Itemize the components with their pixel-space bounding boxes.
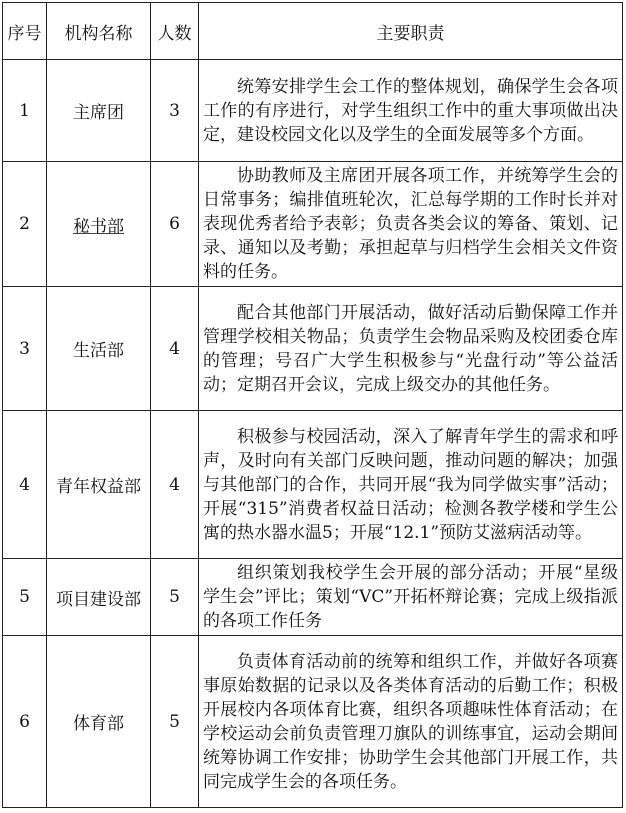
row-duty: 统筹安排学生会工作的整体规划，确保学生会各项工作的有序进行，对学生组织工作中的重大事项做出决定，建设校园文化以及学生的全面发展等多个方面。	[199, 60, 623, 162]
header-name: 机构名称	[47, 3, 151, 60]
table-row	[3, 559, 623, 636]
row-name: 秘书部	[47, 162, 151, 287]
row-no: 1	[3, 60, 47, 162]
row-no: 3	[3, 287, 47, 411]
row-count: 4	[151, 287, 199, 411]
table-row	[3, 287, 623, 411]
row-name: 体育部	[47, 636, 151, 808]
row-count: 5	[151, 559, 199, 636]
row-name: 生活部	[47, 287, 151, 411]
row-duty: 积极参与校园活动，深入了解青年学生的需求和呼声，及时向有关部门反映问题，推动问题的解决；加强与其他部门的合作，共同开展“我为同学做实事”活动；开展“315”消费者权益日活动；检测各教学楼和学生公寓的热水器水温5；开展“12.1”预防艾滋病活动等。	[199, 411, 623, 559]
row-duty: 协助教师及主席团开展各项工作，并统筹学生会的日常事务；编排值班轮次，汇总每学期的工作时长并对表现优秀者给予表彰；负责各类会议的筹备、策划、记录、通知以及考勤；承担起草与归档学生会相关文件资料的任务。	[199, 162, 623, 287]
row-duty: 负责体育活动前的统筹和组织工作，并做好各项赛事原始数据的记录以及各类体育活动的后勤工作；积极开展校内各项体育比赛，组织各项趣味性体育活动；在学校运动会前负责管理刀旗队的训练事宜，运动会期间统筹协调工作安排；协助学生会其他部门开展工作，共同完成学生会的各项任务。	[199, 636, 623, 808]
row-name: 青年权益部	[47, 411, 151, 559]
table-row	[3, 411, 623, 559]
row-duty: 配合其他部门开展活动，做好活动后勤保障工作并管理学校相关物品；负责学生会物品采购及校团委仓库的管理；号召广大学生积极参与“光盘行动”等公益活动；定期召开会议，完成上级交办的其他任务。	[199, 287, 623, 411]
header-row	[3, 3, 623, 60]
row-no: 2	[3, 162, 47, 287]
table-row	[3, 636, 623, 808]
row-count: 3	[151, 60, 199, 162]
organization-table	[2, 2, 623, 808]
header-duty: 主要职责	[199, 3, 623, 60]
table-row	[3, 162, 623, 287]
row-count: 6	[151, 162, 199, 287]
table-row	[3, 60, 623, 162]
row-name: 主席团	[47, 60, 151, 162]
row-name: 项目建设部	[47, 559, 151, 636]
header-count: 人数	[151, 3, 199, 60]
row-no: 5	[3, 559, 47, 636]
row-no: 4	[3, 411, 47, 559]
row-duty: 组织策划我校学生会开展的部分活动；开展“星级学生会”评比；策划“VC”开拓杯辩论赛；完成上级指派的各项工作任务	[199, 559, 623, 636]
header-no: 序号	[3, 3, 47, 60]
row-count: 4	[151, 411, 199, 559]
row-no: 6	[3, 636, 47, 808]
row-count: 5	[151, 636, 199, 808]
